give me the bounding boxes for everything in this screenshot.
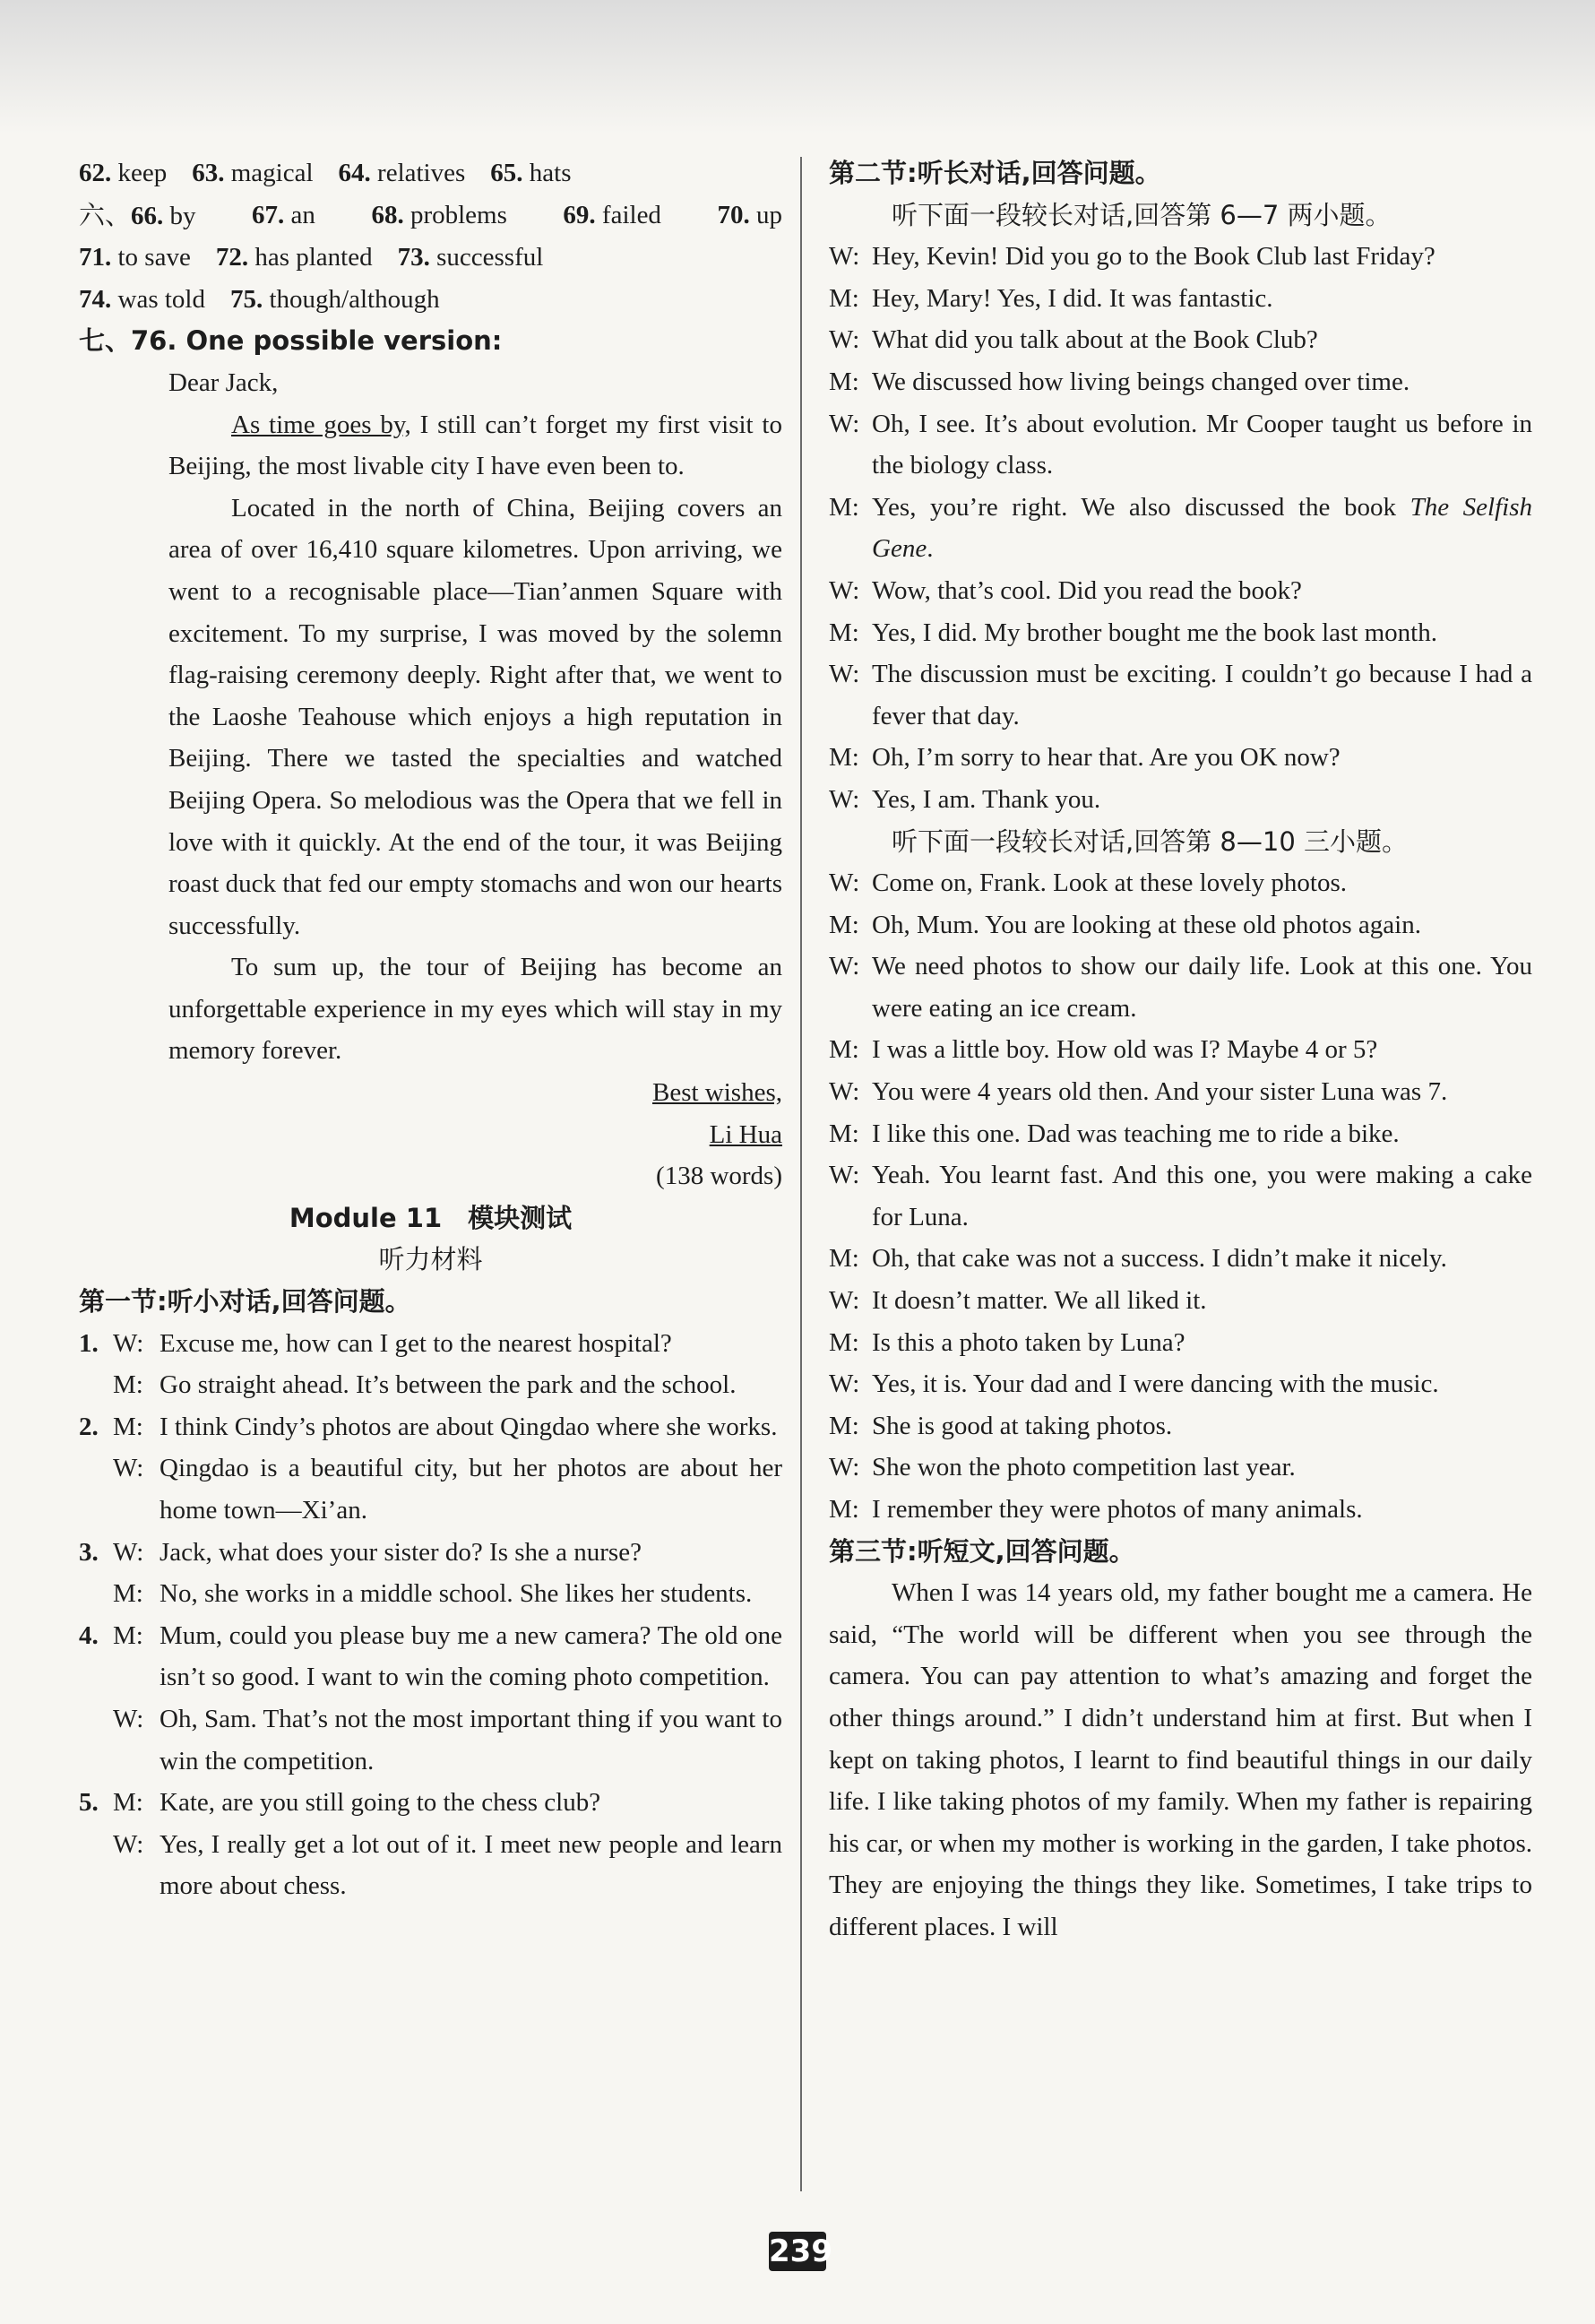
dialogue-line: M: I was a little boy. How old was I? Maybe 4 or 5?	[829, 1035, 1378, 1065]
column-divider	[800, 157, 802, 2191]
dialogue-line: M: Is this a photo taken by Luna?	[829, 1327, 1185, 1357]
dialogue-line: W: Yes, it is. Your dad and I were dancing with the music.	[829, 1369, 1439, 1399]
answer-row-1: 62. keep 63. magical 64. relatives 65. hats	[79, 159, 572, 187]
module-title: Module 11 模块测试	[289, 1202, 573, 1233]
right-column	[829, 152, 1532, 1948]
dialogue-line: W: What did you talk about at the Book Club?	[829, 325, 1318, 355]
letter-paragraph-1: As time goes by, I still can’t forget my first visit to Beijing, the most livable city I have even been to.	[168, 410, 782, 481]
dialogue-line: W: Hey, Kevin! Did you go to the Book Club last Friday?	[829, 242, 1436, 272]
section-2-heading: 第二节:听长对话,回答问题。	[829, 158, 1161, 188]
dialogue-line: M: I like this one. Dad was teaching me to ride a bike.	[829, 1119, 1400, 1148]
writing-heading: 七、76. One possible version:	[79, 325, 503, 357]
answer-row-3: 71. to save 72. has planted 73. successful	[79, 243, 544, 272]
dialogue-line: M: Yes, you’re right. We also discussed the book The Selfish Gene.	[829, 492, 1532, 564]
letter-signature: Li Hua	[709, 1119, 782, 1149]
page-number: 239	[769, 2233, 832, 2269]
listening-passage: When I was 14 years old, my father bought me a camera. He said, “The world will be different when you see through the camera. You can pay attention to what’s amazing and forget the other things around.” I didn’t understand him at first. But when I kept on taking photos, I learnt to find beautiful things in our daily life. I like taking photos of my family. When my father is repairing his car, or when my mother is working in the garden, I take photos. They are enjoying the things they like. Sometimes, I take trips to different places. I will	[829, 1578, 1532, 1941]
module-subtitle: 听力材料	[378, 1244, 483, 1275]
dialogue-line: W: Oh, I see. It’s about evolution. Mr Cooper taught us before in the biology class.	[829, 409, 1532, 480]
sample-letter	[79, 362, 782, 1197]
short-dialogue-5-line: W: Yes, I really get a lot out of it. I meet new people and learn more about chess.	[113, 1829, 782, 1901]
dialogue-line: W: Yeah. You learnt fast. And this one, you were making a cake for Luna.	[829, 1161, 1532, 1231]
dialogue-1	[829, 236, 1532, 487]
letter-paragraph-2: Located in the north of China, Beijing covers an area of over 16,410 square kilometres. Upon arriving, we went to a recognisable place—Tian’anmen Square with excitement. To my surprise, I was moved by the solemn flag-raising ceremony deeply. Right after that, we went to the Laoshe Teahouse which enjoys a high reputation in Beijing. There we tasted the specialties and watched Beijing Opera. So melodious was the Opera that we fell in love with it quickly. At the end of the tour, it was Beijing roast duck that fed our empty stomachs and won our hearts successfully.	[168, 493, 782, 940]
dialogue-1-instruction: 听下面一段较长对话,回答第 6—7 两小题。	[892, 199, 1392, 230]
left-column	[79, 152, 782, 1907]
short-dialogue-4-line: W: Oh, Sam. That’s not the most important thing if you want to win the competition.	[113, 1704, 782, 1775]
dialogue-2	[829, 862, 1532, 1531]
dialogue-line: W: Come on, Frank. Look at these lovely photos.	[829, 868, 1347, 898]
letter-salutation: Dear Jack,	[168, 367, 279, 397]
dialogue-line: W: We need photos to show our daily life. Look at this one. You were eating an ice cream.	[829, 952, 1532, 1023]
short-dialogue-3-line: 3. W: Jack, what does your sister do? Is she a nurse?	[79, 1537, 642, 1567]
dialogue-line: M: I remember they were photos of many animals.	[829, 1495, 1363, 1524]
letter-word-count: (138 words)	[656, 1162, 782, 1191]
letter-paragraph-3: To sum up, the tour of Beijing has become an unforgettable experience in my eyes which will stay in my memory forever.	[168, 953, 782, 1066]
dialogue-line: M: Hey, Mary! Yes, I did. It was fantastic.	[829, 283, 1273, 313]
short-dialogue-1-line: M: Go straight ahead. It’s between the park and the school.	[113, 1370, 737, 1400]
dialogue-line: M: Oh, that cake was not a success. I didn’t make it nicely.	[829, 1244, 1447, 1274]
short-dialogue-2-line: W: Qingdao is a beautiful city, but her photos are about her home town—Xi’an.	[113, 1454, 782, 1525]
dialogue-line: W: You were 4 years old then. And your sister Luna was 7.	[829, 1077, 1448, 1107]
dialogue-line: W: Wow, that’s cool. Did you read the book?	[829, 575, 1302, 605]
answer-row-2: 六、66. by 67. an 68. problems 69. failed 70. up	[79, 199, 782, 230]
dialogue-line: M: Yes, I did. My brother bought me the book last month.	[829, 618, 1437, 647]
short-dialogue-1-line: 1. W: Excuse me, how can I get to the nearest hospital?	[79, 1328, 672, 1358]
short-dialogues	[79, 1323, 782, 1907]
dialogue-line: W: Yes, I am. Thank you.	[829, 784, 1101, 814]
short-dialogue-3-line: M: No, she works in a middle school. She likes her students.	[113, 1579, 753, 1609]
dialogue-line: W: The discussion must be exciting. I couldn’t go because I had a fever that day.	[829, 660, 1532, 730]
short-dialogue-2-line: 2. M: I think Cindy’s photos are about Qingdao where she works.	[79, 1412, 778, 1441]
dialogue-line: M: We discussed how living beings changed over time.	[829, 367, 1410, 396]
dialogue-line: W: She won the photo competition last year.	[829, 1453, 1296, 1482]
dialogue-1-continued	[829, 570, 1532, 821]
dialogue-2-instruction: 听下面一段较长对话,回答第 8—10 三小题。	[892, 825, 1409, 857]
letter-closing: Best wishes,	[652, 1078, 782, 1108]
dialogue-line: W: It doesn’t matter. We all liked it.	[829, 1286, 1207, 1316]
dialogue-line: M: Oh, I’m sorry to hear that. Are you OK now?	[829, 743, 1341, 773]
section-3-heading: 第三节:听短文,回答问题。	[829, 1535, 1135, 1567]
answer-row-4: 74. was told 75. though/although	[79, 284, 440, 314]
short-dialogue-5-line: 5. M: Kate, are you still going to the chess club?	[79, 1788, 601, 1818]
short-dialogue-4-line: 4. M: Mum, could you please buy me a new camera? The old one isn’t so good. I want to win the coming photo competition.	[79, 1620, 782, 1692]
page-top-shade	[0, 0, 1595, 134]
section-1-heading: 第一节:听小对话,回答问题。	[79, 1286, 411, 1318]
dialogue-line: M: She is good at taking photos.	[829, 1411, 1173, 1440]
dialogue-line: M: Oh, Mum. You are looking at these old photos again.	[829, 910, 1421, 939]
